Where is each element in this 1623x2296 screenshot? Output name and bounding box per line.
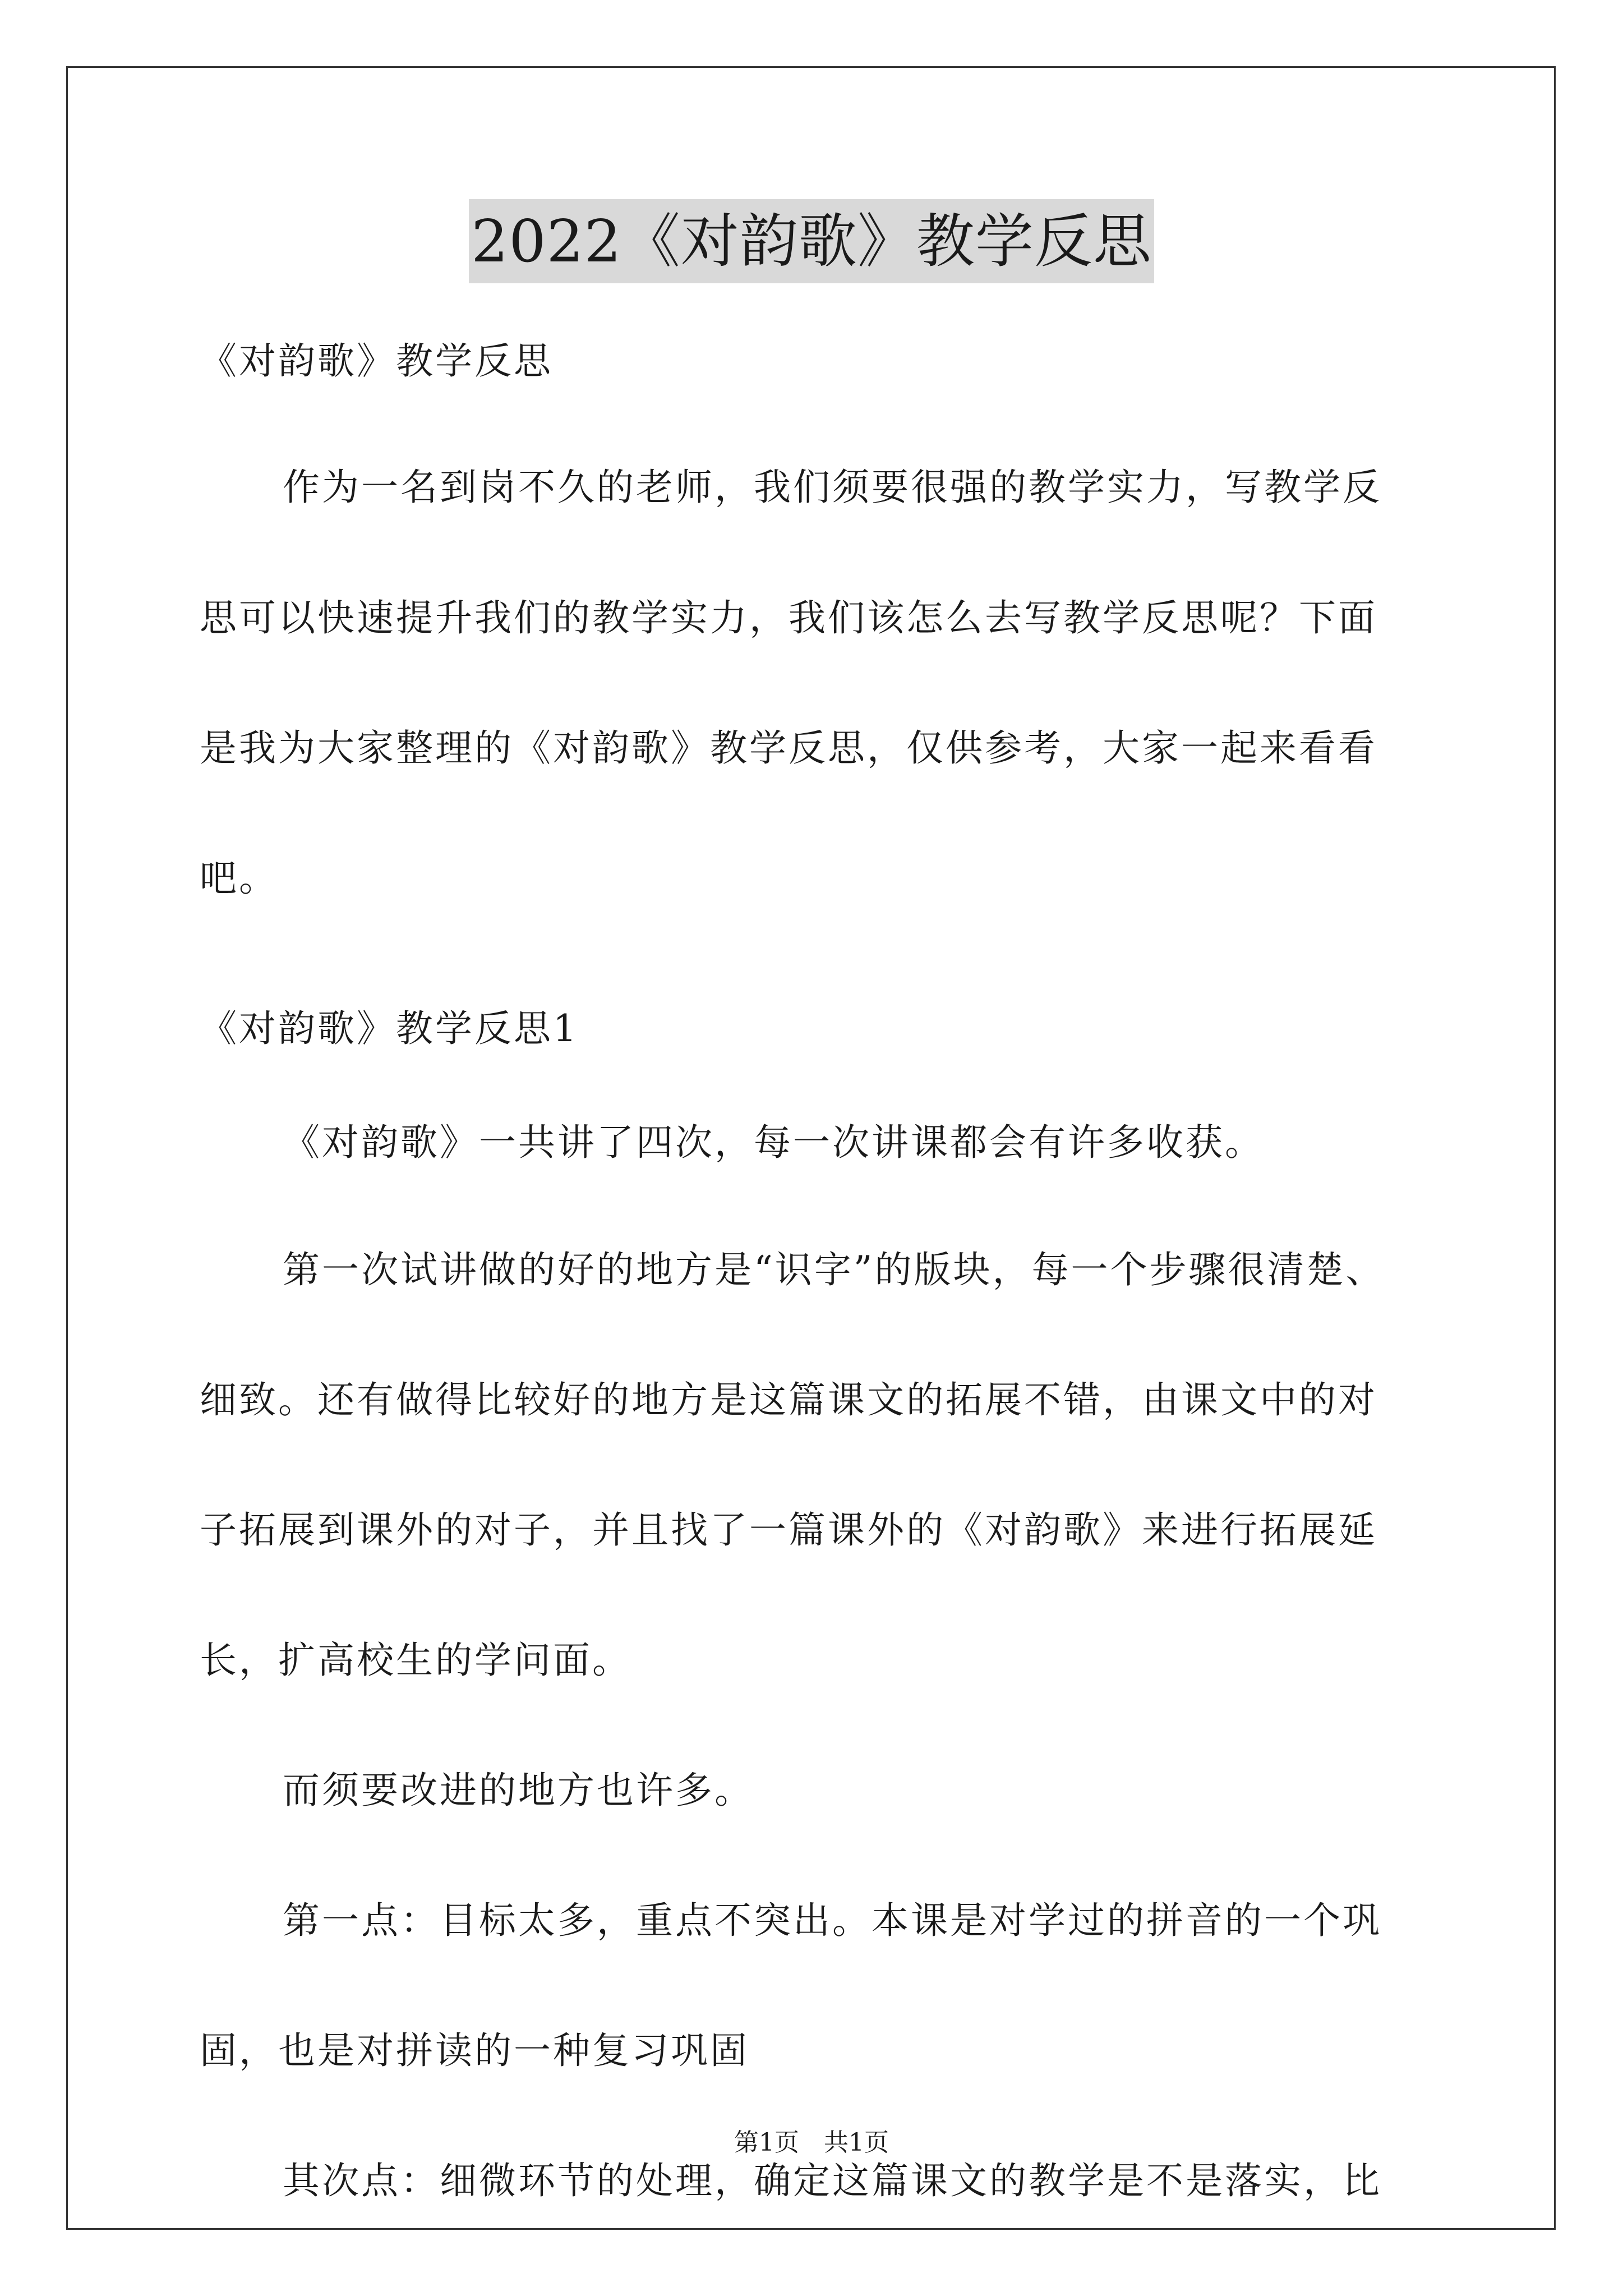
- paragraph-line: 作为一名到岗不久的老师，我们须要很强的教学实力，写教学反: [283, 466, 1382, 509]
- paragraph-line: 第一次试讲做的好的地方是“识字”的版块，每一个步骤很清楚、: [283, 1248, 1385, 1291]
- paragraph-line: 细致。还有做得比较好的地方是这篇课文的拓展不错，由课文中的对: [200, 1378, 1377, 1421]
- paragraph-line: 固，也是对拼读的一种复习巩固: [200, 2029, 749, 2072]
- title-container: [0, 199, 1623, 283]
- paragraph-line: 吧。: [200, 857, 278, 900]
- paragraph-line: 《对韵歌》一共讲了四次，每一次讲课都会有许多收获。: [283, 1121, 1264, 1164]
- document-title: 2022《对韵歌》教学反思: [469, 199, 1154, 283]
- paragraph-line: 其次点：细微环节的处理，确定这篇课文的教学是不是落实，比: [283, 2159, 1382, 2202]
- paragraph-line: 《对韵歌》教学反思: [200, 339, 553, 383]
- paragraph-line: 思可以快速提升我们的教学实力，我们该怎么去写教学反思呢？下面: [200, 596, 1377, 639]
- paragraph-line: 子拓展到课外的对子，并且找了一篇课外的《对韵歌》来进行拓展延: [200, 1508, 1377, 1552]
- paragraph-line: 是我为大家整理的《对韵歌》教学反思，仅供参考，大家一起来看看: [200, 726, 1377, 770]
- paragraph-line: 长，扩高校生的学问面。: [200, 1639, 631, 1682]
- paragraph-line: 第一点：目标太多，重点不突出。本课是对学过的拼音的一个巩: [283, 1899, 1382, 1942]
- paragraph-line: 而须要改进的地方也许多。: [283, 1769, 754, 1812]
- paragraph-line: 《对韵歌》教学反思1: [200, 1007, 579, 1050]
- page-footer: 第1页 共1页: [734, 2128, 889, 2157]
